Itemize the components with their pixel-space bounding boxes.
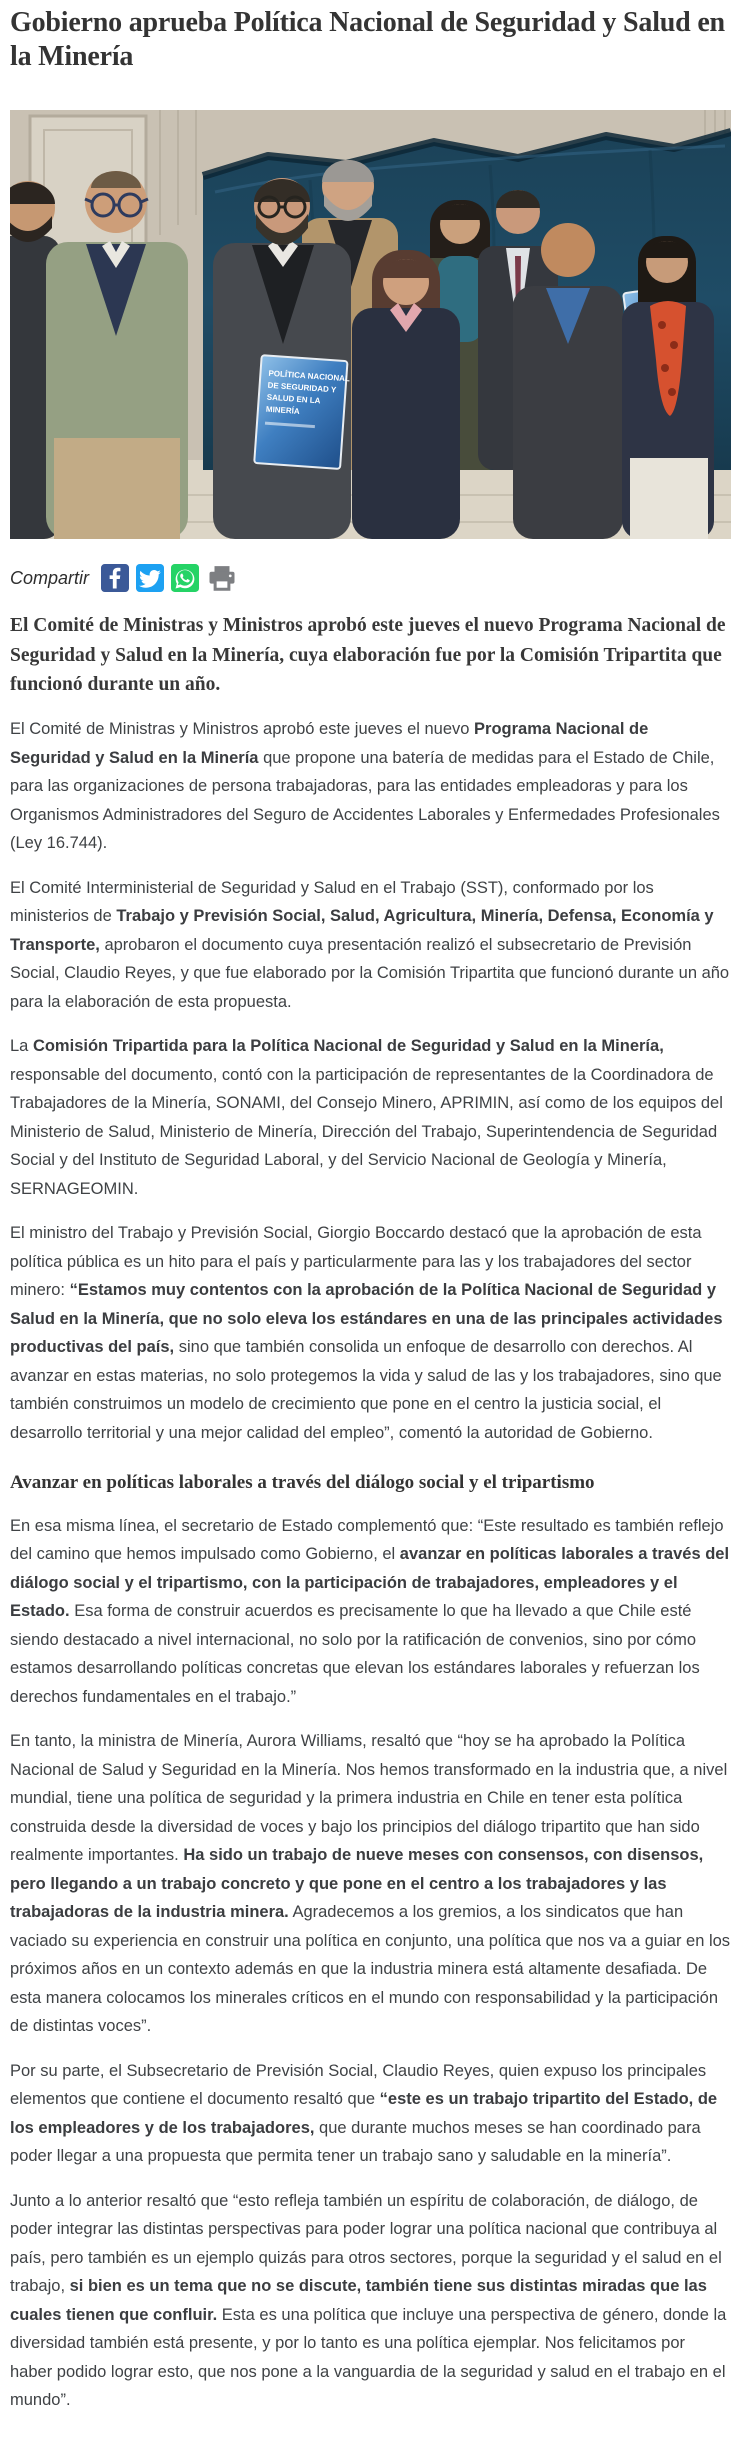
article-lead: El Comité de Ministras y Ministros aprobó este jueves el nuevo Programa Nacional de Seguridad y Salud en la Minería, cuya elaboración fue por la Comisión Tripartita que funcionó durante un año. [10,615,726,695]
article-paragraph: La Comisión Tripartida para la Política Nacional de Seguridad y Salud en la Minería, responsable del documento, contó con la participación de representantes de la Coordinadora de Trabajadores de la Minería, SONAMI, del Consejo Minero, APRIMIN, así como de los equipos del Ministerio de Salud, Ministerio de Minería, Dirección del Trabajo, Superintendencia de Seguridad Social y del Instituto de Seguridad Laboral, y del Servicio Nacional de Geología y Minería, SERNAGEOMIN. [10,1037,723,1198]
article-paragraph: El ministro del Trabajo y Previsión Social, Giorgio Boccardo destacó que la aprobación de esta política pública es un hito para el país y particularmente para las y los trabajadores del sector minero: “Estamos muy contentos con la aprobación de la Política Nacional de Seguridad y Salud en la Minería, que no solo eleva los estándares en una de las principales actividades productivas del país, sino que también consolida un enfoque de desarrollo con derechos. Al avanzar en estas materias, no solo protegemos la vida y salud de las y los trabajadores, sino que también construimos un modelo de crecimiento que pone en el centro la justicia social, el desarrollo territorial y una mejor calidad del empleo”, comentó la autoridad de Gobierno. [10,1224,723,1442]
article-photo [10,110,731,539]
twitter-share-button[interactable] [136,564,164,592]
whatsapp-icon [171,564,199,592]
share-label: Compartir [10,567,90,588]
printer-icon [206,563,238,593]
document-title-line: MINERÍA [265,404,300,417]
facebook-share-button[interactable] [101,564,129,592]
twitter-icon [136,564,164,592]
article-paragraph: Junto a lo anterior resaltó que “esto refleja también un espíritu de colaboración, de diálogo, de poder integrar las distintas perspectivas para poder lograr una política nacional que contribuya al país, pero también es un ejemplo quizás para otros sectores, porque la seguridad y el salud en el trabajo, si bien es un tema que no se discute, también tiene sus distintas miradas que las cuales tienen que confluir. Esta es una política que incluye una perspectiva de género, donde la diversidad también está presente, y por lo tanto es una política ejemplar. Nos felicitamos por haber podido lograr esto, que nos pone a la vanguardia de la seguridad y salud en el trabajo en el mundo”. [10,2191,727,2410]
article-paragraph: El Comité de Ministras y Ministros aprobó este jueves el nuevo Programa Nacional de Seguridad y Salud en la Minería que propone una batería de medidas para el Estado de Chile, para las organizaciones de persona trabajadoras, para las entidades empleadoras y para los Organismos Administradores del Seguro de Accidentes Laborales y Enfermedades Profesionales (Ley 16.744). [10,720,720,853]
article-paragraph: El Comité Interministerial de Seguridad y Salud en el Trabajo (SST), conformado por los ministerios de Trabajo y Previsión Social, Salud, Agricultura, Minería, Defensa, Economía y Transporte, aprobaron el documento cuya presentación realizó el subsecretario de Previsión Social, Claudio Reyes, y que fue elaborado por la Comisión Tripartita que funcionó durante un año para la elaboración de esta propuesta. [10,878,730,1011]
document-title-line: DE SEGURIDAD Y [267,381,337,395]
document-title-line: POLÍTICA NACIONAL [268,369,351,384]
print-button[interactable] [206,563,238,593]
article-subheading: Avanzar en políticas laborales a través del diálogo social y el tripartismo [10,1472,595,1494]
article-paragraph: Por su parte, el Subsecretario de Previsión Social, Claudio Reyes, quien expuso los principales elementos que contiene el documento resaltó que “este es un trabajo tripartito del Estado, de los empleadores y de los trabajadores, que durante muchos meses se han coordinado para poder llegar a una propuesta que permita tener un trabajo sano y saludable en la minería”. [10,2061,718,2166]
page-title: Gobierno aprueba Política Nacional de Seguridad y Salud en la Minería [10,7,725,73]
document-title-line: SALUD EN LA [266,392,321,406]
article-paragraph: En esa misma línea, el secretario de Estado complementó que: “Este resultado es también reflejo del camino que hemos impulsado como Gobierno, el avanzar en políticas laborales a través del diálogo social y el tripartismo, con la participación de trabajadores, empleadores y el Estado. Esa forma de construir acuerdos es precisamente lo que ha llevado a que Chile esté siendo destacado a nivel internacional, no solo por la ratificación de convenios, sino por cómo estamos desarrollando políticas concretas que elevan los estándares laborales y refuerzan los derechos fundamentales en el trabajo.” [10,1516,730,1706]
whatsapp-share-button[interactable] [171,564,199,592]
share-bar [10,563,731,593]
facebook-icon [101,564,129,592]
policy-document [254,356,351,470]
article-paragraph: En tanto, la ministra de Minería, Aurora Williams, resaltó que “hoy se ha aprobado la Política Nacional de Salud y Seguridad en la Minería. Nos hemos transformado en la industria que, a nivel mundial, tiene una política de seguridad y la primera industria en Chile en tener esta política construida desde la diversidad de voces y bajo los principios del diálogo tripartito que han sido realmente importantes. Ha sido un trabajo de nueve meses con consensos, con disensos, pero llegando a un trabajo concreto y que pone en el centro a los trabajadores y las trabajadoras de la industria minera. Agradecemos a los gremios, a los sindicatos que han vaciado su experiencia en construir una política en conjunto, una política que nos va a guiar en los próximos años en un contexto además en que la industria minera está altamente desafiada. De esta manera colocamos los minerales críticos en el mundo con responsabilidad y la participación de distintas voces”. [10,1732,731,2036]
photo-illustration [10,110,731,539]
